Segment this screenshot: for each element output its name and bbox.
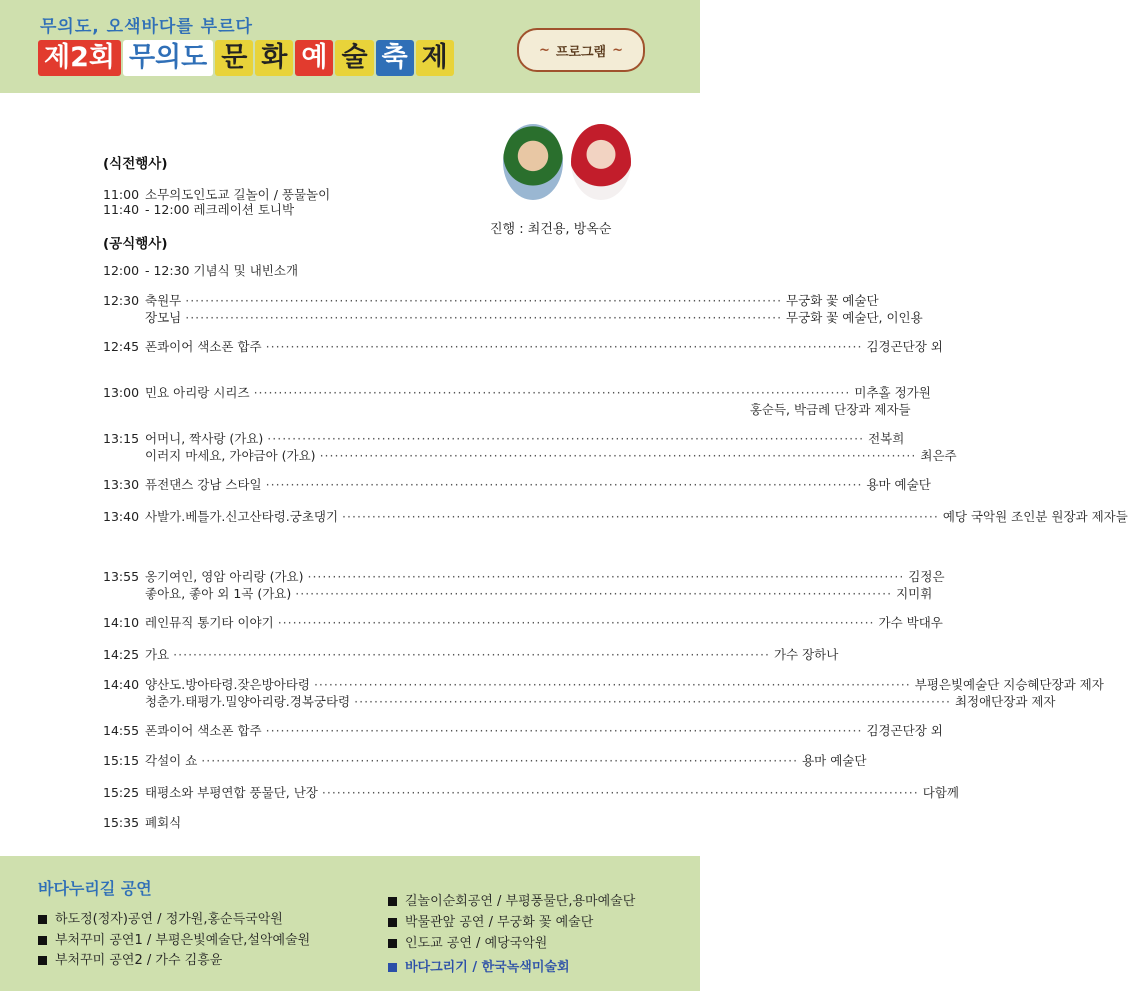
footer-highlight-item: 바다그리기 / 한국녹색미술회 [388,956,570,975]
bullet-square-icon [388,897,397,906]
festival-subtitle: 무의도, 오색바다를 부르다 [40,17,253,37]
program-item: 14:40 양산도.방아타령.잦은방아타령 ························································································································ 부평은빛예술단 지승혜단장과 제자 청춘가.태평가.밀양아리랑.경복궁타령 ························································································································ 최정애단장과 제자 [103,677,1104,709]
performer: 무궁화 꽃 예술단 [786,293,879,308]
performer: 지미휘 [896,586,933,601]
leader-dots: ························································································································ [277,615,875,630]
bullet-square-icon [38,915,47,924]
footer-item: 인도교 공연 / 예당국악원 [388,932,547,951]
bullet-square-icon [388,939,397,948]
leader-dots: ························································································································ [265,477,863,492]
footer-item: 길놀이순회공연 / 부평풍물단,용마예술단 [388,890,635,909]
performer: 용마 예술단 [802,753,867,768]
program-item: 14:10 레인뮤직 통기타 이야기 ························································································································ 가수 박대우 [103,615,943,630]
leader-dots: ························································································································ [321,785,919,800]
performer: 예당 국악원 조인분 원장과 제자들 [942,509,1128,524]
program-title: 이러지 마세요, 가야금아 (가요) [145,448,316,463]
performer: 용마 예술단 [866,477,931,492]
title-char: 무의도 [123,40,213,76]
pre-item: 11:40 - 12:00 레크레이션 토니박 [103,202,295,217]
title-char: 예 [295,40,333,76]
program-item: 13:15 어머니, 짝사랑 (가요) ························································································································ 전복희 이러지 마세요, 가야금아 (가요) ························································································································ 최은주 [103,431,957,463]
leader-dots: ························································································································ [253,385,851,400]
leader-dots: ························································································································ [185,293,783,308]
section-pre-event: (식전행사) [103,156,168,172]
section-official-event: (공식행사) [103,236,168,252]
performer: 김경곤단장 외 [866,339,943,354]
festival-title [38,40,456,76]
pre-item: 11:00 소무의도인도교 길놀이 / 풍물놀이 [103,187,331,202]
performer: 가수 박대우 [878,615,943,630]
program-item: 15:35 폐회식 [103,815,182,830]
leader-dots: ························································································································ [265,723,863,738]
program-title: 각설이 쇼 [145,753,198,768]
performer: 무궁화 꽃 예술단, 이인용 [786,310,923,325]
title-char: 화 [255,40,293,76]
footer-title: 바다누리길 공연 [38,879,152,898]
program-title: 옹기여인, 영암 아리랑 (가요) [145,569,304,584]
program-title: 폰콰이어 색소폰 합주 [145,723,262,738]
leader-dots: ························································································································ [342,509,939,524]
performer: 전복희 [868,431,905,446]
leader-dots: ························································································································ [313,677,911,692]
program-title: 퓨전댄스 강남 스타일 [145,477,262,492]
program-item: 12:30 축원무 ························································································································ 무궁화 꽃 예술단 장모님 ························································································································ 무궁화 꽃 예술단, 이인용 [103,293,923,325]
program-title: 사발가.베틀가.신고산타령.궁초댕기 [145,509,339,524]
title-char: 제2회 [38,40,121,76]
leader-dots: ························································································································ [267,431,865,446]
leader-dots: ························································································································ [319,448,917,463]
performer: 김정은 [908,569,945,584]
program-title: 가요 [145,647,170,662]
program-item: 13:00 민요 아리랑 시리즈 ························································································································ 미추홀 정가원 홍순득, 박금례 단장과 제자들 [103,385,931,417]
bullet-square-icon [388,963,397,972]
leader-dots: ························································································································ [185,310,783,325]
bullet-square-icon [388,918,397,927]
footer-item: 박물관앞 공연 / 무궁화 꽃 예술단 [388,911,593,930]
program-item: 13:30 퓨전댄스 강남 스타일 ························································································································ 용마 예술단 [103,477,931,492]
program-item: 15:25 태평소와 부평연합 풍물단, 난장 ························································································································ 다함께 [103,785,959,800]
leader-dots: ························································································································ [295,586,893,601]
leader-dots: ························································································································ [265,339,863,354]
title-char: 제 [416,40,454,76]
program-title: 좋아요, 좋아 외 1곡 (가요) [145,586,292,601]
performer: 미추홀 정가원 [854,385,931,400]
program-badge: ~ 프로그램 ~ [517,28,645,72]
program-title: 장모님 [145,310,182,325]
leader-dots: ························································································································ [201,753,799,768]
program-title: 어머니, 짝사랑 (가요) [145,431,264,446]
performer: 홍순득, 박금례 단장과 제자들 [749,402,911,417]
program-item: 12:00 - 12:30 기념식 및 내빈소개 [103,263,299,278]
performer: 김경곤단장 외 [866,723,943,738]
footer-item: 하도정(정자)공연 / 정가원,홍순득국악원 [38,908,283,927]
performer: 다함께 [922,785,959,800]
title-char: 문 [215,40,253,76]
program-title: 민요 아리랑 시리즈 [145,385,250,400]
program-item: 13:55 옹기여인, 영암 아리랑 (가요) ························································································································ 김정은 좋아요, 좋아 외 1곡 (가요) ························································································································ 지미휘 [103,569,945,601]
bullet-square-icon [38,956,47,965]
program-title: 폐회식 [145,815,182,830]
program-title: 폰콰이어 색소폰 합주 [145,339,262,354]
leader-dots: ························································································································ [354,694,951,709]
program-title: - 12:30 기념식 및 내빈소개 [145,263,299,278]
program-item: 12:45 폰콰이어 색소폰 합주 ························································································································ 김경곤단장 외 [103,339,943,354]
leader-dots: ························································································································ [173,647,770,662]
performer: 가수 장하나 [773,647,839,662]
performer: 부평은빛예술단 지승혜단장과 제자 [914,677,1104,692]
leader-dots: ························································································································ [307,569,905,584]
footer-item: 부처꾸미 공연1 / 부평은빛예술단,설악예술원 [38,929,310,948]
program-title: 청춘가.태평가.밀양아리랑.경복궁타령 [145,694,351,709]
program-title: 태평소와 부평연합 풍물단, 난장 [145,785,318,800]
program-title: 양산도.방아타령.잦은방아타령 [145,677,310,692]
bullet-square-icon [38,936,47,945]
footer-item: 부처꾸미 공연2 / 가수 김흥윤 [38,949,222,968]
host-caption: 진행 : 최건용, 방옥순 [490,222,612,237]
performer: 최정애단장과 제자 [954,694,1056,709]
title-char: 술 [335,40,373,76]
program-item: 14:55 폰콰이어 색소폰 합주 ························································································································ 김경곤단장 외 [103,723,943,738]
title-char: 축 [376,40,414,76]
program-title: 레인뮤직 통기타 이야기 [145,615,274,630]
program-title: 축원무 [145,293,182,308]
performer: 최은주 [920,448,957,463]
program-item: 13:40 사발가.베틀가.신고산타령.궁초댕기 ························································································································ 예당 국악원 조인분 원장과 제자들 [103,509,1128,524]
program-item: 14:25 가요 ························································································································ 가수 장하나 [103,647,839,662]
program-item: 15:15 각설이 쇼 ························································································································ 용마 예술단 [103,753,867,768]
